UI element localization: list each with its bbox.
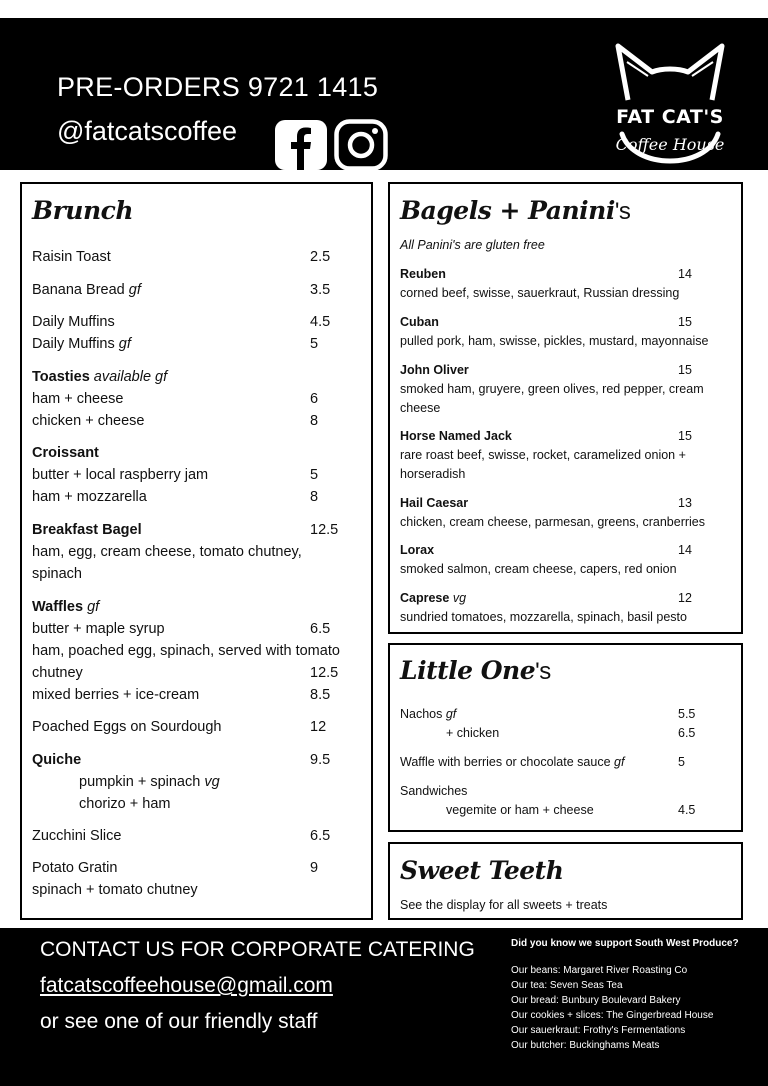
item-name: Nachos [400, 707, 446, 721]
item-name: Reuben [400, 267, 446, 281]
item-name: Quiche [32, 752, 82, 768]
item-name: chorizo + ham [79, 796, 171, 812]
item-name: Cuban [400, 315, 439, 329]
produce-supplier: Our tea: Seven Seas Tea [511, 980, 623, 991]
item-name: ham, egg, cream cheese, tomato chutney, [32, 544, 302, 560]
dietary-tag: gf [87, 599, 100, 615]
item-price: 14 [678, 543, 692, 557]
item-name: ham + cheese [32, 391, 124, 407]
item-name: spinach [32, 566, 82, 582]
item-name: spinach + tomato chutney [32, 882, 198, 898]
item-price: 15 [678, 429, 692, 443]
item-name: Caprese [400, 591, 453, 605]
item-description: corned beef, swisse, sauerkraut, Russian dressing [400, 286, 680, 300]
item-name: ham + mozzarella [32, 489, 147, 505]
item-price: 15 [678, 315, 692, 329]
item-name: butter + maple syrup [32, 621, 165, 637]
item-name: + chicken [446, 726, 500, 740]
bagels-title-suffix: 's [614, 198, 631, 225]
social-handle: @fatcatscoffee [57, 116, 238, 146]
item-name: chutney [32, 665, 83, 681]
fat-cats-logo [600, 38, 750, 178]
item-price: 8 [310, 489, 319, 505]
header-banner [0, 18, 768, 170]
item-price: 5.5 [678, 707, 696, 721]
item-name: pumpkin + spinach [79, 774, 205, 790]
item-price: 13 [678, 496, 692, 510]
item-price: 14 [678, 267, 692, 281]
item-description: rare roast beef, swisse, rocket, caramelized onion + [400, 448, 686, 462]
dietary-tag: vg [204, 774, 220, 790]
item-name: Breakfast Bagel [32, 522, 142, 538]
item-price: 8 [310, 413, 319, 429]
item-name: John Oliver [400, 363, 469, 377]
gluten-free-note: All Panini's are gluten free [400, 238, 545, 252]
item-description: smoked ham, gruyere, green olives, red pepper, cream [400, 382, 704, 396]
dietary-tag: gf [614, 755, 625, 769]
logo-subtitle: Coffee House [615, 135, 725, 154]
item-name: Waffles [32, 599, 88, 615]
produce-supplier: Our butcher: Buckinghams Meats [511, 1040, 660, 1051]
dietary-tag: vg [452, 591, 467, 605]
dietary-tag: available gf [93, 369, 168, 385]
item-price: 6.5 [310, 828, 331, 844]
item-name: Lorax [400, 543, 435, 557]
logo-wordmark: FAT CAT'S [616, 106, 724, 128]
item-name: Horse Named Jack [400, 429, 512, 443]
bagels-title-text: Bagels + Panini [400, 196, 615, 225]
instagram-icon[interactable] [334, 119, 388, 171]
item-price: 4.5 [310, 314, 331, 330]
item-price: 4.5 [678, 803, 696, 817]
brunch-title: Brunch [32, 196, 134, 225]
dietary-tag: gf [118, 336, 131, 352]
little-ones-title-suffix: 's [535, 658, 551, 685]
item-name: Banana Bread [32, 282, 129, 298]
item-price: 5 [310, 467, 319, 483]
item-name: Toasties [32, 369, 94, 385]
item-price: 6 [310, 391, 319, 407]
item-description: pulled pork, ham, swisse, pickles, mustard, mayonnaise [400, 334, 709, 348]
item-price: 9 [310, 860, 319, 876]
item-price: 5 [310, 336, 319, 352]
item-name: butter + local raspberry jam [32, 467, 209, 483]
little-ones-title [400, 656, 551, 686]
produce-supplier: Our cookies + slices: The Gingerbread House [511, 1010, 714, 1021]
item-name: Raisin Toast [32, 249, 111, 265]
item-name: chicken + cheese [32, 413, 145, 429]
footer-banner [0, 928, 768, 1086]
item-description: horseradish [400, 467, 466, 481]
item-price: 2.5 [310, 249, 331, 265]
item-price: 6.5 [678, 726, 696, 740]
item-price: 9.5 [310, 752, 331, 768]
item-price: 12.5 [310, 522, 339, 538]
friendly-staff-text: or see one of our friendly staff [40, 1010, 318, 1033]
item-name: Daily Muffins [32, 336, 119, 352]
item-price: 5 [678, 755, 685, 769]
item-description: sundried tomatoes, mozzarella, spinach, basil pesto [400, 610, 687, 624]
item-price: 12.5 [310, 665, 339, 681]
produce-supplier: Our sauerkraut: Frothy's Fermentations [511, 1025, 686, 1036]
produce-heading: Did you know we support South West Produce? [511, 938, 739, 949]
item-name: vegemite or ham + cheese [446, 803, 594, 817]
item-name: Potato Gratin [32, 860, 118, 876]
preorder-phone: PRE-ORDERS 9721 1415 [57, 72, 379, 102]
item-price: 6.5 [310, 621, 331, 637]
item-price: 3.5 [310, 282, 331, 298]
dietary-tag: gf [128, 282, 141, 298]
item-price: 12 [678, 591, 692, 605]
catering-heading: CONTACT US FOR CORPORATE CATERING [40, 938, 475, 961]
item-name: Zucchini Slice [32, 828, 122, 844]
item-name: Hail Caesar [400, 496, 469, 510]
item-name: Daily Muffins [32, 314, 115, 330]
item-name: Sandwiches [400, 784, 468, 798]
item-name: Poached Eggs on Sourdough [32, 719, 222, 735]
facebook-icon[interactable] [274, 119, 328, 171]
item-name: Croissant [32, 445, 99, 461]
produce-supplier: Our beans: Margaret River Roasting Co [511, 965, 688, 976]
item-description: smoked salmon, cream cheese, capers, red onion [400, 562, 677, 576]
dietary-tag: gf [445, 707, 457, 721]
sweet-teeth-title: Sweet Teeth [400, 856, 564, 885]
item-description: chicken, cream cheese, parmesan, greens, cranberries [400, 515, 706, 529]
little-ones-title-text: Little One [400, 656, 536, 685]
item-name: ham, poached egg, spinach, served with tomato [32, 643, 340, 659]
item-price: 8.5 [310, 687, 331, 703]
bagels-title [400, 196, 630, 226]
item-name: mixed berries + ice-cream [32, 687, 200, 703]
produce-supplier: Our bread: Bunbury Boulevard Bakery [511, 995, 681, 1006]
item-name: Waffle with berries or chocolate sauce [400, 755, 614, 769]
item-price: 12 [310, 719, 327, 735]
catering-email-link[interactable]: fatcatscoffeehouse@gmail.com [40, 974, 333, 997]
sweet-teeth-note: See the display for all sweets + treats [400, 898, 608, 912]
item-price: 15 [678, 363, 692, 377]
item-description: cheese [400, 401, 441, 415]
